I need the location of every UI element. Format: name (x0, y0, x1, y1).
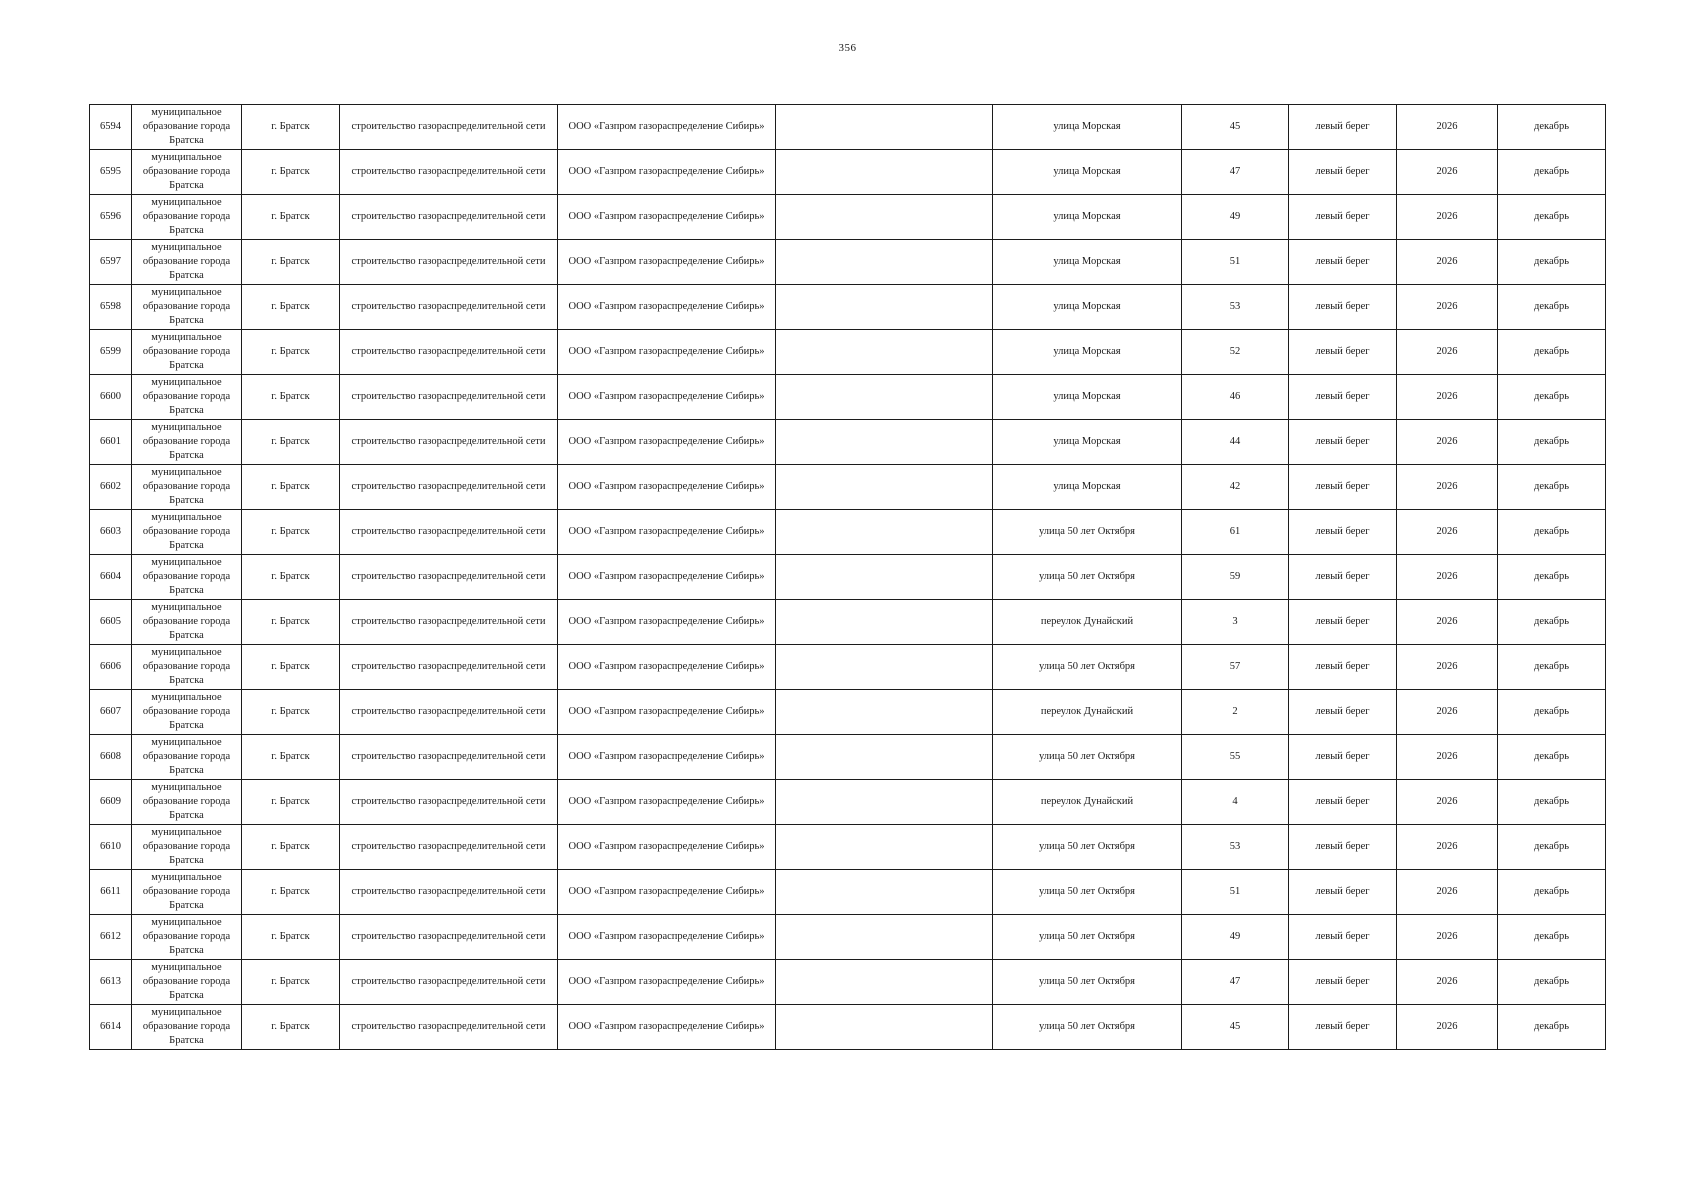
month-cell: декабрь (1498, 825, 1606, 870)
organization-cell-text: ООО «Газпром газораспределение Сибирь» (568, 931, 765, 942)
district-cell: левый берег (1289, 240, 1397, 285)
year-cell: 2026 (1397, 825, 1498, 870)
work-type-cell (340, 150, 558, 195)
year-cell: 2026 (1397, 645, 1498, 690)
city-cell: г. Братск (242, 555, 340, 600)
row-number: 6614 (90, 1005, 132, 1050)
work-type-cell-text: строительство газораспределительной сети (351, 526, 546, 537)
work-type-cell (340, 555, 558, 600)
work-type-cell-text: строительство газораспределительной сети (351, 256, 546, 267)
empty-cell (776, 870, 993, 915)
municipality-cell: муниципальное образование города Братска (132, 870, 242, 915)
row-number: 6604 (90, 555, 132, 600)
street-cell: улица 50 лет Октября (993, 735, 1182, 780)
street-cell: улица Морская (993, 240, 1182, 285)
municipality-cell: муниципальное образование города Братска (132, 735, 242, 780)
work-type-cell (340, 1005, 558, 1050)
empty-cell (776, 825, 993, 870)
house-number-cell: 49 (1182, 195, 1289, 240)
house-number-cell: 2 (1182, 690, 1289, 735)
year-cell: 2026 (1397, 105, 1498, 150)
organization-cell (558, 915, 776, 960)
year-cell: 2026 (1397, 915, 1498, 960)
month-cell: декабрь (1498, 150, 1606, 195)
house-number-cell: 51 (1182, 240, 1289, 285)
month-cell: декабрь (1498, 870, 1606, 915)
month-cell: декабрь (1498, 915, 1606, 960)
work-type-cell-text: строительство газораспределительной сети (351, 436, 546, 447)
street-cell: улица 50 лет Октября (993, 915, 1182, 960)
city-cell: г. Братск (242, 870, 340, 915)
city-cell: г. Братск (242, 330, 340, 375)
city-cell: г. Братск (242, 600, 340, 645)
month-cell: декабрь (1498, 1005, 1606, 1050)
month-cell: декабрь (1498, 600, 1606, 645)
district-cell: левый берег (1289, 600, 1397, 645)
work-type-cell-text: строительство газораспределительной сети (351, 211, 546, 222)
house-number-cell: 42 (1182, 465, 1289, 510)
work-type-cell-text: строительство газораспределительной сети (351, 616, 546, 627)
empty-cell (776, 690, 993, 735)
month-cell: декабрь (1498, 195, 1606, 240)
work-type-cell (340, 510, 558, 555)
street-cell: улица Морская (993, 195, 1182, 240)
work-type-cell (340, 195, 558, 240)
city-cell: г. Братск (242, 735, 340, 780)
year-cell: 2026 (1397, 960, 1498, 1005)
year-cell: 2026 (1397, 420, 1498, 465)
empty-cell (776, 960, 993, 1005)
empty-cell (776, 240, 993, 285)
organization-cell-text: ООО «Газпром газораспределение Сибирь» (568, 841, 765, 852)
empty-cell (776, 330, 993, 375)
month-cell: декабрь (1498, 420, 1606, 465)
organization-cell-text: ООО «Газпром газораспределение Сибирь» (568, 886, 765, 897)
work-type-cell-text: строительство газораспределительной сети (351, 886, 546, 897)
table-row (90, 960, 1606, 1005)
street-cell: улица 50 лет Октября (993, 870, 1182, 915)
house-number-cell: 53 (1182, 825, 1289, 870)
row-number: 6603 (90, 510, 132, 555)
row-number: 6596 (90, 195, 132, 240)
work-type-cell-text: строительство газораспределительной сети (351, 301, 546, 312)
house-number-cell: 59 (1182, 555, 1289, 600)
municipality-cell: муниципальное образование города Братска (132, 780, 242, 825)
city-cell: г. Братск (242, 960, 340, 1005)
street-cell: переулок Дунайский (993, 780, 1182, 825)
month-cell: декабрь (1498, 735, 1606, 780)
organization-cell-text: ООО «Газпром газораспределение Сибирь» (568, 1021, 765, 1032)
year-cell: 2026 (1397, 870, 1498, 915)
organization-cell-text: ООО «Газпром газораспределение Сибирь» (568, 661, 765, 672)
work-type-cell-text: строительство газораспределительной сети (351, 841, 546, 852)
work-type-cell (340, 780, 558, 825)
year-cell: 2026 (1397, 600, 1498, 645)
month-cell: декабрь (1498, 690, 1606, 735)
empty-cell (776, 600, 993, 645)
work-type-cell-text: строительство газораспределительной сети (351, 931, 546, 942)
row-number: 6608 (90, 735, 132, 780)
city-cell: г. Братск (242, 780, 340, 825)
organization-cell (558, 105, 776, 150)
house-number-cell: 47 (1182, 960, 1289, 1005)
work-type-cell (340, 240, 558, 285)
year-cell: 2026 (1397, 735, 1498, 780)
table-row (90, 420, 1606, 465)
year-cell: 2026 (1397, 465, 1498, 510)
organization-cell-text: ООО «Газпром газораспределение Сибирь» (568, 571, 765, 582)
street-cell: улица Морская (993, 465, 1182, 510)
municipality-cell: муниципальное образование города Братска (132, 150, 242, 195)
month-cell: декабрь (1498, 105, 1606, 150)
row-number: 6600 (90, 375, 132, 420)
organization-cell (558, 780, 776, 825)
year-cell: 2026 (1397, 1005, 1498, 1050)
city-cell: г. Братск (242, 645, 340, 690)
organization-cell (558, 870, 776, 915)
row-number: 6609 (90, 780, 132, 825)
month-cell: декабрь (1498, 285, 1606, 330)
work-type-cell-text: строительство газораспределительной сети (351, 121, 546, 132)
work-type-cell-text: строительство газораспределительной сети (351, 751, 546, 762)
street-cell: переулок Дунайский (993, 600, 1182, 645)
municipality-cell: муниципальное образование города Братска (132, 690, 242, 735)
street-cell: улица 50 лет Октября (993, 960, 1182, 1005)
organization-cell (558, 420, 776, 465)
organization-cell (558, 735, 776, 780)
city-cell: г. Братск (242, 150, 340, 195)
district-cell: левый берег (1289, 195, 1397, 240)
work-type-cell-text: строительство газораспределительной сети (351, 481, 546, 492)
table-row (90, 150, 1606, 195)
organization-cell-text: ООО «Газпром газораспределение Сибирь» (568, 481, 765, 492)
house-number-cell: 52 (1182, 330, 1289, 375)
table-row (90, 195, 1606, 240)
table-row (90, 330, 1606, 375)
table-row (90, 1005, 1606, 1050)
municipality-cell: муниципальное образование города Братска (132, 195, 242, 240)
municipality-cell: муниципальное образование города Братска (132, 555, 242, 600)
year-cell: 2026 (1397, 240, 1498, 285)
street-cell: переулок Дунайский (993, 690, 1182, 735)
empty-cell (776, 465, 993, 510)
work-type-cell (340, 420, 558, 465)
organization-cell (558, 645, 776, 690)
row-number: 6594 (90, 105, 132, 150)
municipality-cell: муниципальное образование города Братска (132, 420, 242, 465)
empty-cell (776, 555, 993, 600)
row-number: 6606 (90, 645, 132, 690)
district-cell: левый берег (1289, 150, 1397, 195)
organization-cell-text: ООО «Газпром газораспределение Сибирь» (568, 751, 765, 762)
empty-cell (776, 420, 993, 465)
district-cell: левый берег (1289, 465, 1397, 510)
street-cell: улица 50 лет Октября (993, 1005, 1182, 1050)
table-row (90, 465, 1606, 510)
municipality-cell: муниципальное образование города Братска (132, 285, 242, 330)
district-cell: левый берег (1289, 510, 1397, 555)
municipality-cell: муниципальное образование города Братска (132, 375, 242, 420)
district-cell: левый берег (1289, 105, 1397, 150)
work-type-cell-text: строительство газораспределительной сети (351, 796, 546, 807)
work-type-cell-text: строительство газораспределительной сети (351, 1021, 546, 1032)
municipality-cell: муниципальное образование города Братска (132, 330, 242, 375)
work-type-cell (340, 825, 558, 870)
month-cell: декабрь (1498, 960, 1606, 1005)
table-row (90, 375, 1606, 420)
organization-cell-text: ООО «Газпром газораспределение Сибирь» (568, 976, 765, 987)
work-type-cell (340, 915, 558, 960)
table-row (90, 555, 1606, 600)
year-cell: 2026 (1397, 330, 1498, 375)
house-number-cell: 61 (1182, 510, 1289, 555)
work-type-cell (340, 285, 558, 330)
city-cell: г. Братск (242, 420, 340, 465)
empty-cell (776, 735, 993, 780)
city-cell: г. Братск (242, 915, 340, 960)
organization-cell-text: ООО «Газпром газораспределение Сибирь» (568, 121, 765, 132)
municipality-cell: муниципальное образование города Братска (132, 960, 242, 1005)
empty-cell (776, 1005, 993, 1050)
house-number-cell: 45 (1182, 105, 1289, 150)
year-cell: 2026 (1397, 150, 1498, 195)
year-cell: 2026 (1397, 690, 1498, 735)
municipality-cell: муниципальное образование города Братска (132, 915, 242, 960)
empty-cell (776, 285, 993, 330)
table-row (90, 735, 1606, 780)
street-cell: улица Морская (993, 105, 1182, 150)
street-cell: улица Морская (993, 150, 1182, 195)
organization-cell-text: ООО «Газпром газораспределение Сибирь» (568, 706, 765, 717)
gasification-table (89, 104, 1606, 1050)
empty-cell (776, 105, 993, 150)
district-cell: левый берег (1289, 735, 1397, 780)
work-type-cell (340, 375, 558, 420)
district-cell: левый берег (1289, 330, 1397, 375)
organization-cell-text: ООО «Газпром газораспределение Сибирь» (568, 391, 765, 402)
row-number: 6613 (90, 960, 132, 1005)
work-type-cell (340, 960, 558, 1005)
month-cell: декабрь (1498, 555, 1606, 600)
city-cell: г. Братск (242, 285, 340, 330)
work-type-cell (340, 600, 558, 645)
work-type-cell-text: строительство газораспределительной сети (351, 661, 546, 672)
street-cell: улица 50 лет Октября (993, 645, 1182, 690)
row-number: 6612 (90, 915, 132, 960)
table-row (90, 600, 1606, 645)
work-type-cell (340, 465, 558, 510)
organization-cell (558, 690, 776, 735)
house-number-cell: 3 (1182, 600, 1289, 645)
table-row (90, 240, 1606, 285)
work-type-cell-text: строительство газораспределительной сети (351, 346, 546, 357)
street-cell: улица 50 лет Октября (993, 510, 1182, 555)
row-number: 6605 (90, 600, 132, 645)
district-cell: левый берег (1289, 555, 1397, 600)
district-cell: левый берег (1289, 1005, 1397, 1050)
city-cell: г. Братск (242, 510, 340, 555)
organization-cell-text: ООО «Газпром газораспределение Сибирь» (568, 346, 765, 357)
city-cell: г. Братск (242, 240, 340, 285)
table-row (90, 105, 1606, 150)
work-type-cell (340, 690, 558, 735)
month-cell: декабрь (1498, 465, 1606, 510)
row-number: 6601 (90, 420, 132, 465)
organization-cell (558, 240, 776, 285)
empty-cell (776, 645, 993, 690)
district-cell: левый берег (1289, 915, 1397, 960)
organization-cell (558, 510, 776, 555)
work-type-cell-text: строительство газораспределительной сети (351, 706, 546, 717)
empty-cell (776, 510, 993, 555)
empty-cell (776, 150, 993, 195)
district-cell: левый берег (1289, 825, 1397, 870)
table-body (90, 105, 1606, 1050)
table-row (90, 510, 1606, 555)
municipality-cell: муниципальное образование города Братска (132, 600, 242, 645)
district-cell: левый берег (1289, 420, 1397, 465)
empty-cell (776, 780, 993, 825)
organization-cell (558, 150, 776, 195)
work-type-cell (340, 870, 558, 915)
table-row (90, 780, 1606, 825)
city-cell: г. Братск (242, 465, 340, 510)
organization-cell (558, 600, 776, 645)
municipality-cell: муниципальное образование города Братска (132, 105, 242, 150)
organization-cell (558, 825, 776, 870)
work-type-cell-text: строительство газораспределительной сети (351, 391, 546, 402)
row-number: 6597 (90, 240, 132, 285)
month-cell: декабрь (1498, 375, 1606, 420)
street-cell: улица Морская (993, 375, 1182, 420)
house-number-cell: 51 (1182, 870, 1289, 915)
city-cell: г. Братск (242, 690, 340, 735)
street-cell: улица 50 лет Октября (993, 825, 1182, 870)
table-row (90, 870, 1606, 915)
street-cell: улица Морская (993, 285, 1182, 330)
district-cell: левый берег (1289, 375, 1397, 420)
month-cell: декабрь (1498, 330, 1606, 375)
month-cell: декабрь (1498, 780, 1606, 825)
work-type-cell (340, 105, 558, 150)
organization-cell (558, 960, 776, 1005)
organization-cell (558, 465, 776, 510)
municipality-cell: муниципальное образование города Братска (132, 465, 242, 510)
work-type-cell-text: строительство газораспределительной сети (351, 571, 546, 582)
house-number-cell: 57 (1182, 645, 1289, 690)
work-type-cell-text: строительство газораспределительной сети (351, 976, 546, 987)
year-cell: 2026 (1397, 555, 1498, 600)
house-number-cell: 45 (1182, 1005, 1289, 1050)
house-number-cell: 46 (1182, 375, 1289, 420)
empty-cell (776, 915, 993, 960)
district-cell: левый берег (1289, 285, 1397, 330)
organization-cell (558, 285, 776, 330)
row-number: 6611 (90, 870, 132, 915)
page-number: 356 (838, 42, 857, 54)
row-number: 6610 (90, 825, 132, 870)
city-cell: г. Братск (242, 375, 340, 420)
table-row (90, 690, 1606, 735)
work-type-cell-text: строительство газораспределительной сети (351, 166, 546, 177)
house-number-cell: 47 (1182, 150, 1289, 195)
district-cell: левый берег (1289, 780, 1397, 825)
organization-cell-text: ООО «Газпром газораспределение Сибирь» (568, 211, 765, 222)
street-cell: улица Морская (993, 420, 1182, 465)
organization-cell-text: ООО «Газпром газораспределение Сибирь» (568, 166, 765, 177)
organization-cell-text: ООО «Газпром газораспределение Сибирь» (568, 616, 765, 627)
table-row (90, 825, 1606, 870)
municipality-cell: муниципальное образование города Братска (132, 1005, 242, 1050)
house-number-cell: 44 (1182, 420, 1289, 465)
district-cell: левый берег (1289, 690, 1397, 735)
row-number: 6595 (90, 150, 132, 195)
house-number-cell: 49 (1182, 915, 1289, 960)
organization-cell-text: ООО «Газпром газораспределение Сибирь» (568, 436, 765, 447)
municipality-cell: муниципальное образование города Братска (132, 240, 242, 285)
house-number-cell: 53 (1182, 285, 1289, 330)
house-number-cell: 4 (1182, 780, 1289, 825)
work-type-cell (340, 735, 558, 780)
municipality-cell: муниципальное образование города Братска (132, 645, 242, 690)
work-type-cell (340, 645, 558, 690)
organization-cell-text: ООО «Газпром газораспределение Сибирь» (568, 526, 765, 537)
empty-cell (776, 375, 993, 420)
empty-cell (776, 195, 993, 240)
municipality-cell: муниципальное образование города Братска (132, 825, 242, 870)
organization-cell-text: ООО «Газпром газораспределение Сибирь» (568, 301, 765, 312)
row-number: 6607 (90, 690, 132, 735)
city-cell: г. Братск (242, 105, 340, 150)
street-cell: улица Морская (993, 330, 1182, 375)
city-cell: г. Братск (242, 1005, 340, 1050)
district-cell: левый берег (1289, 870, 1397, 915)
organization-cell-text: ООО «Газпром газораспределение Сибирь» (568, 256, 765, 267)
row-number: 6599 (90, 330, 132, 375)
municipality-cell: муниципальное образование города Братска (132, 510, 242, 555)
organization-cell-text: ООО «Газпром газораспределение Сибирь» (568, 796, 765, 807)
year-cell: 2026 (1397, 780, 1498, 825)
year-cell: 2026 (1397, 285, 1498, 330)
house-number-cell: 55 (1182, 735, 1289, 780)
organization-cell (558, 555, 776, 600)
year-cell: 2026 (1397, 510, 1498, 555)
month-cell: декабрь (1498, 510, 1606, 555)
organization-cell (558, 375, 776, 420)
table-row (90, 915, 1606, 960)
year-cell: 2026 (1397, 195, 1498, 240)
district-cell: левый берег (1289, 645, 1397, 690)
month-cell: декабрь (1498, 645, 1606, 690)
row-number: 6602 (90, 465, 132, 510)
city-cell: г. Братск (242, 825, 340, 870)
year-cell: 2026 (1397, 375, 1498, 420)
organization-cell (558, 1005, 776, 1050)
district-cell: левый берег (1289, 960, 1397, 1005)
organization-cell (558, 330, 776, 375)
city-cell: г. Братск (242, 195, 340, 240)
table-row (90, 285, 1606, 330)
table-row (90, 645, 1606, 690)
work-type-cell (340, 330, 558, 375)
street-cell: улица 50 лет Октября (993, 555, 1182, 600)
row-number: 6598 (90, 285, 132, 330)
month-cell: декабрь (1498, 240, 1606, 285)
organization-cell (558, 195, 776, 240)
